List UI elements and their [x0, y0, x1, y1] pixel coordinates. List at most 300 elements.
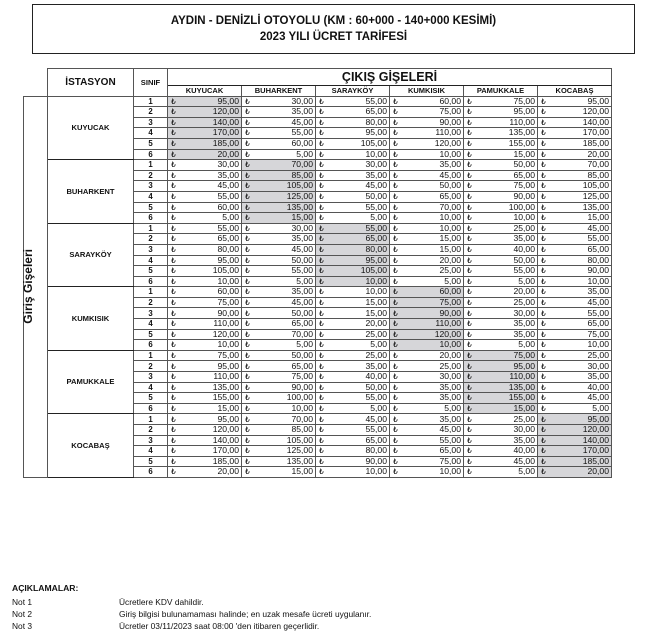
currency-symbol: ₺ [316, 128, 327, 139]
currency-symbol: ₺ [538, 266, 549, 277]
toll-fee: 15,00 [475, 403, 538, 414]
toll-fee: 95,00 [327, 255, 390, 266]
currency-symbol: ₺ [316, 350, 327, 361]
currency-symbol: ₺ [390, 361, 401, 372]
toll-fee: 40,00 [475, 446, 538, 457]
currency-symbol: ₺ [390, 393, 401, 404]
currency-symbol: ₺ [168, 456, 179, 467]
toll-fee: 185,00 [549, 138, 612, 149]
currency-symbol: ₺ [390, 340, 401, 351]
toll-fee: 100,00 [253, 393, 316, 404]
currency-symbol: ₺ [316, 319, 327, 330]
currency-symbol: ₺ [464, 213, 475, 224]
toll-fee: 5,00 [179, 213, 242, 224]
currency-symbol: ₺ [242, 297, 253, 308]
vehicle-class: 2 [134, 297, 168, 308]
station-name: SARAYKÖY [48, 223, 134, 287]
currency-symbol: ₺ [538, 128, 549, 139]
table-row [24, 96, 612, 107]
toll-fee: 75,00 [179, 297, 242, 308]
toll-fee: 10,00 [401, 223, 464, 234]
currency-symbol: ₺ [168, 287, 179, 298]
toll-fee: 45,00 [549, 393, 612, 404]
currency-symbol: ₺ [242, 467, 253, 478]
toll-fee: 125,00 [253, 191, 316, 202]
toll-fee: 50,00 [253, 308, 316, 319]
currency-symbol: ₺ [242, 255, 253, 266]
toll-fee: 35,00 [401, 160, 464, 171]
currency-symbol: ₺ [168, 361, 179, 372]
toll-fee: 75,00 [179, 350, 242, 361]
currency-symbol: ₺ [390, 181, 401, 192]
currency-symbol: ₺ [168, 414, 179, 425]
toll-fee: 5,00 [401, 403, 464, 414]
currency-symbol: ₺ [390, 128, 401, 139]
currency-symbol: ₺ [168, 308, 179, 319]
currency-symbol: ₺ [390, 446, 401, 457]
toll-fee: 90,00 [327, 456, 390, 467]
toll-fee: 5,00 [475, 467, 538, 478]
currency-symbol: ₺ [538, 297, 549, 308]
table-row [24, 223, 612, 234]
currency-symbol: ₺ [464, 308, 475, 319]
toll-fee: 65,00 [549, 319, 612, 330]
currency-symbol: ₺ [538, 160, 549, 171]
toll-fee: 120,00 [179, 107, 242, 118]
currency-symbol: ₺ [316, 393, 327, 404]
toll-fee: 25,00 [401, 266, 464, 277]
toll-fee: 105,00 [179, 266, 242, 277]
currency-symbol: ₺ [168, 181, 179, 192]
vehicle-class: 1 [134, 160, 168, 171]
currency-symbol: ₺ [390, 372, 401, 383]
toll-fee: 120,00 [401, 138, 464, 149]
toll-fee: 135,00 [549, 202, 612, 213]
currency-symbol: ₺ [390, 117, 401, 128]
currency-symbol: ₺ [316, 467, 327, 478]
currency-symbol: ₺ [538, 361, 549, 372]
toll-fee: 95,00 [179, 361, 242, 372]
currency-symbol: ₺ [464, 319, 475, 330]
toll-fee: 170,00 [549, 446, 612, 457]
toll-fee: 110,00 [179, 372, 242, 383]
vehicle-class: 5 [134, 456, 168, 467]
vehicle-class: 6 [134, 403, 168, 414]
vehicle-class: 6 [134, 340, 168, 351]
currency-symbol: ₺ [464, 297, 475, 308]
currency-symbol: ₺ [464, 287, 475, 298]
currency-symbol: ₺ [464, 96, 475, 107]
toll-fee: 75,00 [475, 350, 538, 361]
currency-symbol: ₺ [464, 266, 475, 277]
toll-fee: 50,00 [327, 191, 390, 202]
toll-fee: 20,00 [327, 319, 390, 330]
toll-fee: 45,00 [549, 223, 612, 234]
currency-symbol: ₺ [390, 329, 401, 340]
currency-symbol: ₺ [538, 223, 549, 234]
toll-fee: 30,00 [253, 223, 316, 234]
table-row [24, 287, 612, 298]
toll-fee: 65,00 [401, 191, 464, 202]
currency-symbol: ₺ [538, 308, 549, 319]
currency-symbol: ₺ [242, 128, 253, 139]
toll-fee: 5,00 [401, 276, 464, 287]
toll-fee: 120,00 [549, 425, 612, 436]
toll-fee: 30,00 [179, 160, 242, 171]
currency-symbol: ₺ [168, 425, 179, 436]
currency-symbol: ₺ [242, 107, 253, 118]
currency-symbol: ₺ [464, 382, 475, 393]
currency-symbol: ₺ [538, 96, 549, 107]
currency-symbol: ₺ [390, 308, 401, 319]
toll-fee: 65,00 [327, 234, 390, 245]
toll-fee: 50,00 [475, 255, 538, 266]
currency-symbol: ₺ [316, 340, 327, 351]
currency-symbol: ₺ [538, 403, 549, 414]
currency-symbol: ₺ [538, 117, 549, 128]
toll-fee: 185,00 [179, 456, 242, 467]
toll-fee: 55,00 [327, 393, 390, 404]
currency-symbol: ₺ [168, 191, 179, 202]
currency-symbol: ₺ [464, 191, 475, 202]
toll-fee: 45,00 [179, 181, 242, 192]
currency-symbol: ₺ [538, 393, 549, 404]
currency-symbol: ₺ [538, 350, 549, 361]
currency-symbol: ₺ [168, 128, 179, 139]
toll-fee: 10,00 [327, 287, 390, 298]
page-subtitle: 2023 YILI ÜCRET TARİFESİ [259, 31, 408, 43]
toll-fee: 10,00 [401, 213, 464, 224]
currency-symbol: ₺ [390, 213, 401, 224]
toll-fee: 40,00 [549, 382, 612, 393]
currency-symbol: ₺ [316, 149, 327, 160]
toll-fee: 60,00 [401, 287, 464, 298]
currency-symbol: ₺ [464, 181, 475, 192]
currency-symbol: ₺ [390, 414, 401, 425]
toll-fee: 20,00 [179, 149, 242, 160]
table-row [24, 414, 612, 425]
toll-fee: 30,00 [475, 425, 538, 436]
station-name: KOCABAŞ [48, 414, 134, 478]
toll-fee: 75,00 [401, 297, 464, 308]
vehicle-class: 1 [134, 223, 168, 234]
toll-fee: 50,00 [253, 255, 316, 266]
toll-fee: 25,00 [401, 361, 464, 372]
currency-symbol: ₺ [168, 255, 179, 266]
toll-fee: 50,00 [475, 160, 538, 171]
toll-fee: 45,00 [549, 297, 612, 308]
currency-symbol: ₺ [168, 276, 179, 287]
toll-fee: 10,00 [327, 149, 390, 160]
currency-symbol: ₺ [464, 244, 475, 255]
toll-fee: 40,00 [475, 244, 538, 255]
toll-fee: 65,00 [179, 234, 242, 245]
toll-fee: 35,00 [401, 393, 464, 404]
toll-fee: 140,00 [549, 435, 612, 446]
currency-symbol: ₺ [316, 96, 327, 107]
toll-fee: 55,00 [327, 202, 390, 213]
vehicle-class: 5 [134, 138, 168, 149]
toll-fee: 40,00 [327, 372, 390, 383]
toll-fee: 105,00 [327, 138, 390, 149]
currency-symbol: ₺ [242, 244, 253, 255]
toll-fee: 95,00 [549, 414, 612, 425]
currency-symbol: ₺ [464, 446, 475, 457]
currency-symbol: ₺ [242, 202, 253, 213]
exit-column-header: PAMUKKALE [464, 86, 538, 97]
currency-symbol: ₺ [464, 128, 475, 139]
currency-symbol: ₺ [390, 467, 401, 478]
toll-fee: 140,00 [179, 117, 242, 128]
currency-symbol: ₺ [242, 308, 253, 319]
toll-fee: 35,00 [475, 435, 538, 446]
vehicle-class: 2 [134, 425, 168, 436]
currency-symbol: ₺ [242, 425, 253, 436]
toll-fee: 35,00 [549, 287, 612, 298]
currency-symbol: ₺ [390, 244, 401, 255]
toll-fee: 60,00 [179, 202, 242, 213]
toll-fee: 70,00 [549, 160, 612, 171]
currency-symbol: ₺ [464, 234, 475, 245]
toll-fee: 110,00 [179, 319, 242, 330]
vehicle-class: 3 [134, 181, 168, 192]
currency-symbol: ₺ [538, 276, 549, 287]
toll-fee: 120,00 [179, 425, 242, 436]
vehicle-class: 1 [134, 287, 168, 298]
toll-fee: 25,00 [327, 329, 390, 340]
station-name: BUHARKENT [48, 160, 134, 224]
currency-symbol: ₺ [242, 181, 253, 192]
currency-symbol: ₺ [464, 276, 475, 287]
toll-fee: 35,00 [475, 319, 538, 330]
currency-symbol: ₺ [316, 255, 327, 266]
vehicle-class: 3 [134, 435, 168, 446]
currency-symbol: ₺ [242, 319, 253, 330]
toll-fee: 15,00 [549, 213, 612, 224]
toll-fee: 95,00 [475, 107, 538, 118]
currency-symbol: ₺ [464, 414, 475, 425]
vehicle-class: 4 [134, 191, 168, 202]
currency-symbol: ₺ [390, 149, 401, 160]
toll-fee: 20,00 [549, 149, 612, 160]
toll-fee: 35,00 [253, 287, 316, 298]
currency-symbol: ₺ [316, 425, 327, 436]
currency-symbol: ₺ [168, 446, 179, 457]
toll-fee: 25,00 [475, 223, 538, 234]
toll-fee: 80,00 [327, 117, 390, 128]
currency-symbol: ₺ [390, 350, 401, 361]
exit-column-header: BUHARKENT [242, 86, 316, 97]
currency-symbol: ₺ [316, 138, 327, 149]
currency-symbol: ₺ [538, 170, 549, 181]
toll-fee: 105,00 [327, 266, 390, 277]
vehicle-class: 5 [134, 329, 168, 340]
toll-fee: 55,00 [253, 266, 316, 277]
toll-fee: 10,00 [179, 340, 242, 351]
currency-symbol: ₺ [168, 393, 179, 404]
currency-symbol: ₺ [168, 244, 179, 255]
currency-symbol: ₺ [464, 435, 475, 446]
toll-fee: 85,00 [253, 425, 316, 436]
toll-fee: 15,00 [179, 403, 242, 414]
toll-fee: 75,00 [401, 107, 464, 118]
toll-fee: 120,00 [401, 329, 464, 340]
toll-fee: 10,00 [549, 276, 612, 287]
toll-fee: 90,00 [475, 191, 538, 202]
currency-symbol: ₺ [390, 234, 401, 245]
page-title: AYDIN - DENİZLİ OTOYOLU (KM : 60+000 - 140+000 KESİMİ) [170, 15, 497, 27]
toll-fee: 95,00 [549, 96, 612, 107]
tariff-table [23, 68, 612, 478]
toll-fee: 125,00 [549, 191, 612, 202]
toll-fee: 140,00 [179, 435, 242, 446]
currency-symbol: ₺ [390, 191, 401, 202]
toll-fee: 75,00 [549, 329, 612, 340]
vehicle-class: 4 [134, 319, 168, 330]
toll-fee: 70,00 [253, 329, 316, 340]
currency-symbol: ₺ [168, 435, 179, 446]
currency-symbol: ₺ [168, 107, 179, 118]
toll-fee: 110,00 [475, 117, 538, 128]
currency-symbol: ₺ [242, 414, 253, 425]
note-1: Not 1 Ücretlere KDV dahildir. [12, 597, 204, 607]
exit-column-header: KOCABAŞ [538, 86, 612, 97]
currency-symbol: ₺ [464, 107, 475, 118]
currency-symbol: ₺ [390, 456, 401, 467]
currency-symbol: ₺ [538, 181, 549, 192]
currency-symbol: ₺ [242, 223, 253, 234]
toll-fee: 90,00 [549, 266, 612, 277]
toll-fee: 70,00 [253, 414, 316, 425]
currency-symbol: ₺ [464, 467, 475, 478]
toll-fee: 10,00 [401, 149, 464, 160]
currency-symbol: ₺ [390, 96, 401, 107]
toll-fee: 10,00 [549, 340, 612, 351]
currency-symbol: ₺ [168, 266, 179, 277]
toll-fee: 5,00 [475, 340, 538, 351]
currency-symbol: ₺ [316, 223, 327, 234]
currency-symbol: ₺ [316, 234, 327, 245]
currency-symbol: ₺ [242, 149, 253, 160]
currency-symbol: ₺ [242, 456, 253, 467]
toll-fee: 140,00 [549, 117, 612, 128]
toll-fee: 35,00 [401, 382, 464, 393]
currency-symbol: ₺ [464, 117, 475, 128]
currency-symbol: ₺ [390, 297, 401, 308]
currency-symbol: ₺ [316, 329, 327, 340]
toll-fee: 45,00 [475, 456, 538, 467]
currency-symbol: ₺ [538, 191, 549, 202]
toll-fee: 90,00 [179, 308, 242, 319]
currency-symbol: ₺ [242, 234, 253, 245]
currency-symbol: ₺ [242, 96, 253, 107]
currency-symbol: ₺ [390, 382, 401, 393]
toll-fee: 15,00 [253, 213, 316, 224]
toll-fee: 85,00 [253, 170, 316, 181]
currency-symbol: ₺ [538, 149, 549, 160]
currency-symbol: ₺ [242, 266, 253, 277]
currency-symbol: ₺ [464, 361, 475, 372]
toll-fee: 45,00 [253, 117, 316, 128]
currency-symbol: ₺ [538, 340, 549, 351]
currency-symbol: ₺ [390, 319, 401, 330]
toll-fee: 75,00 [475, 181, 538, 192]
toll-fee: 20,00 [401, 350, 464, 361]
toll-fee: 55,00 [401, 435, 464, 446]
toll-fee: 25,00 [475, 297, 538, 308]
toll-fee: 5,00 [475, 276, 538, 287]
toll-fee: 135,00 [179, 382, 242, 393]
currency-symbol: ₺ [316, 297, 327, 308]
toll-fee: 25,00 [475, 414, 538, 425]
vehicle-class: 6 [134, 213, 168, 224]
currency-symbol: ₺ [390, 138, 401, 149]
toll-fee: 45,00 [253, 297, 316, 308]
toll-fee: 65,00 [401, 446, 464, 457]
toll-fee: 105,00 [253, 181, 316, 192]
currency-symbol: ₺ [316, 276, 327, 287]
toll-fee: 170,00 [179, 128, 242, 139]
title-box [32, 4, 635, 54]
toll-fee: 90,00 [253, 382, 316, 393]
currency-symbol: ₺ [316, 266, 327, 277]
currency-symbol: ₺ [168, 329, 179, 340]
toll-fee: 85,00 [549, 170, 612, 181]
vehicle-class: 1 [134, 350, 168, 361]
table-row [24, 350, 612, 361]
currency-symbol: ₺ [168, 350, 179, 361]
toll-fee: 5,00 [327, 340, 390, 351]
currency-symbol: ₺ [242, 191, 253, 202]
toll-fee: 35,00 [327, 170, 390, 181]
toll-fee: 35,00 [253, 234, 316, 245]
currency-symbol: ₺ [316, 308, 327, 319]
currency-symbol: ₺ [390, 287, 401, 298]
currency-symbol: ₺ [316, 382, 327, 393]
vehicle-class: 4 [134, 128, 168, 139]
currency-symbol: ₺ [538, 138, 549, 149]
currency-symbol: ₺ [242, 117, 253, 128]
toll-fee: 155,00 [179, 393, 242, 404]
toll-fee: 10,00 [327, 276, 390, 287]
toll-fee: 105,00 [253, 435, 316, 446]
currency-symbol: ₺ [242, 372, 253, 383]
currency-symbol: ₺ [464, 149, 475, 160]
currency-symbol: ₺ [242, 435, 253, 446]
toll-fee: 20,00 [401, 255, 464, 266]
currency-symbol: ₺ [390, 266, 401, 277]
currency-symbol: ₺ [242, 287, 253, 298]
toll-fee: 135,00 [475, 382, 538, 393]
toll-fee: 70,00 [253, 160, 316, 171]
currency-symbol: ₺ [538, 202, 549, 213]
currency-symbol: ₺ [242, 340, 253, 351]
toll-fee: 65,00 [327, 107, 390, 118]
table-row [24, 160, 612, 171]
currency-symbol: ₺ [464, 160, 475, 171]
toll-fee: 5,00 [253, 340, 316, 351]
toll-fee: 55,00 [549, 234, 612, 245]
currency-symbol: ₺ [168, 234, 179, 245]
currency-symbol: ₺ [464, 350, 475, 361]
vehicle-class: 3 [134, 117, 168, 128]
toll-fee: 35,00 [253, 107, 316, 118]
toll-fee: 15,00 [327, 308, 390, 319]
currency-symbol: ₺ [464, 403, 475, 414]
vehicle-class: 3 [134, 372, 168, 383]
toll-fee: 50,00 [253, 350, 316, 361]
currency-symbol: ₺ [316, 456, 327, 467]
